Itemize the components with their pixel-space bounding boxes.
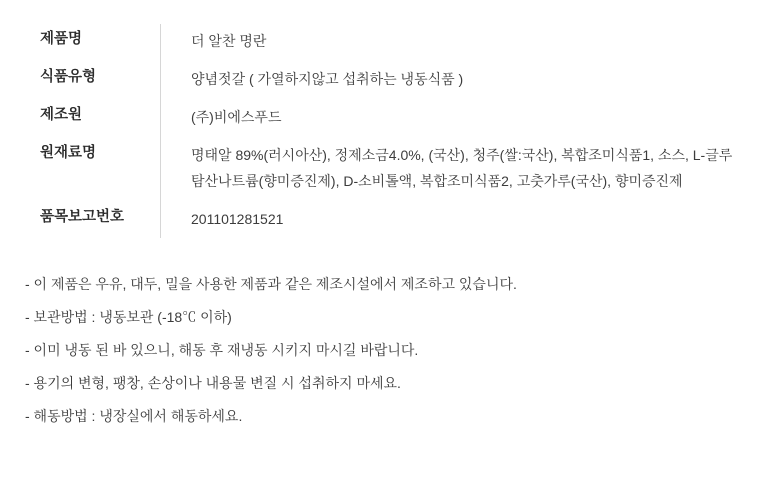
- table-row: [40, 98, 740, 136]
- spec-value-ingredients: 명태알 89%(러시아산), 정제소금4.0%, (국산), 청주(쌀:국산), 복합조미식품1, 소스, L-글루탐산나트륨(향미증진제), D-소비톨액, 복합조미식품2, 고춧가루(국산), 향미증진제: [191, 147, 733, 189]
- table-row: [40, 136, 740, 200]
- notice-storage: - 보관방법 : 냉동보관 (-18℃ 이하): [25, 309, 232, 325]
- spec-label-ingredients: 원재료명: [40, 145, 97, 161]
- notice-refreeze: - 이미 냉동 된 바 있으니, 해동 후 재냉동 시키지 마시길 바랍니다.: [25, 342, 419, 358]
- notice-thawing: - 해동방법 : 냉장실에서 해동하세요.: [25, 408, 243, 424]
- table-row: [40, 200, 740, 238]
- spec-label-product-name: 제품명: [40, 31, 83, 47]
- spec-value-report-number: 201101281521: [191, 211, 284, 227]
- notice-package-damage: - 용기의 변형, 팽창, 손상이나 내용물 변질 시 섭취하지 마세요.: [25, 375, 401, 391]
- spec-label-report-number: 품목보고번호: [40, 209, 125, 225]
- table-row: [40, 60, 740, 98]
- spec-value-product-name: 더 알찬 명란: [191, 33, 267, 49]
- notices-list: [25, 268, 755, 433]
- spec-value-manufacturer: (주)비에스푸드: [191, 109, 282, 125]
- spec-label-food-type: 식품유형: [40, 69, 97, 85]
- spec-value-food-type: 양념젓갈 ( 가열하지않고 섭취하는 냉동식품 ): [191, 71, 464, 87]
- product-spec-table: [40, 22, 740, 238]
- spec-label-manufacturer: 제조원: [40, 107, 83, 123]
- notice-allergen: - 이 제품은 우유, 대두, 밀을 사용한 제품과 같은 제조시설에서 제조하고 있습니다.: [25, 276, 517, 292]
- table-row: [40, 22, 740, 60]
